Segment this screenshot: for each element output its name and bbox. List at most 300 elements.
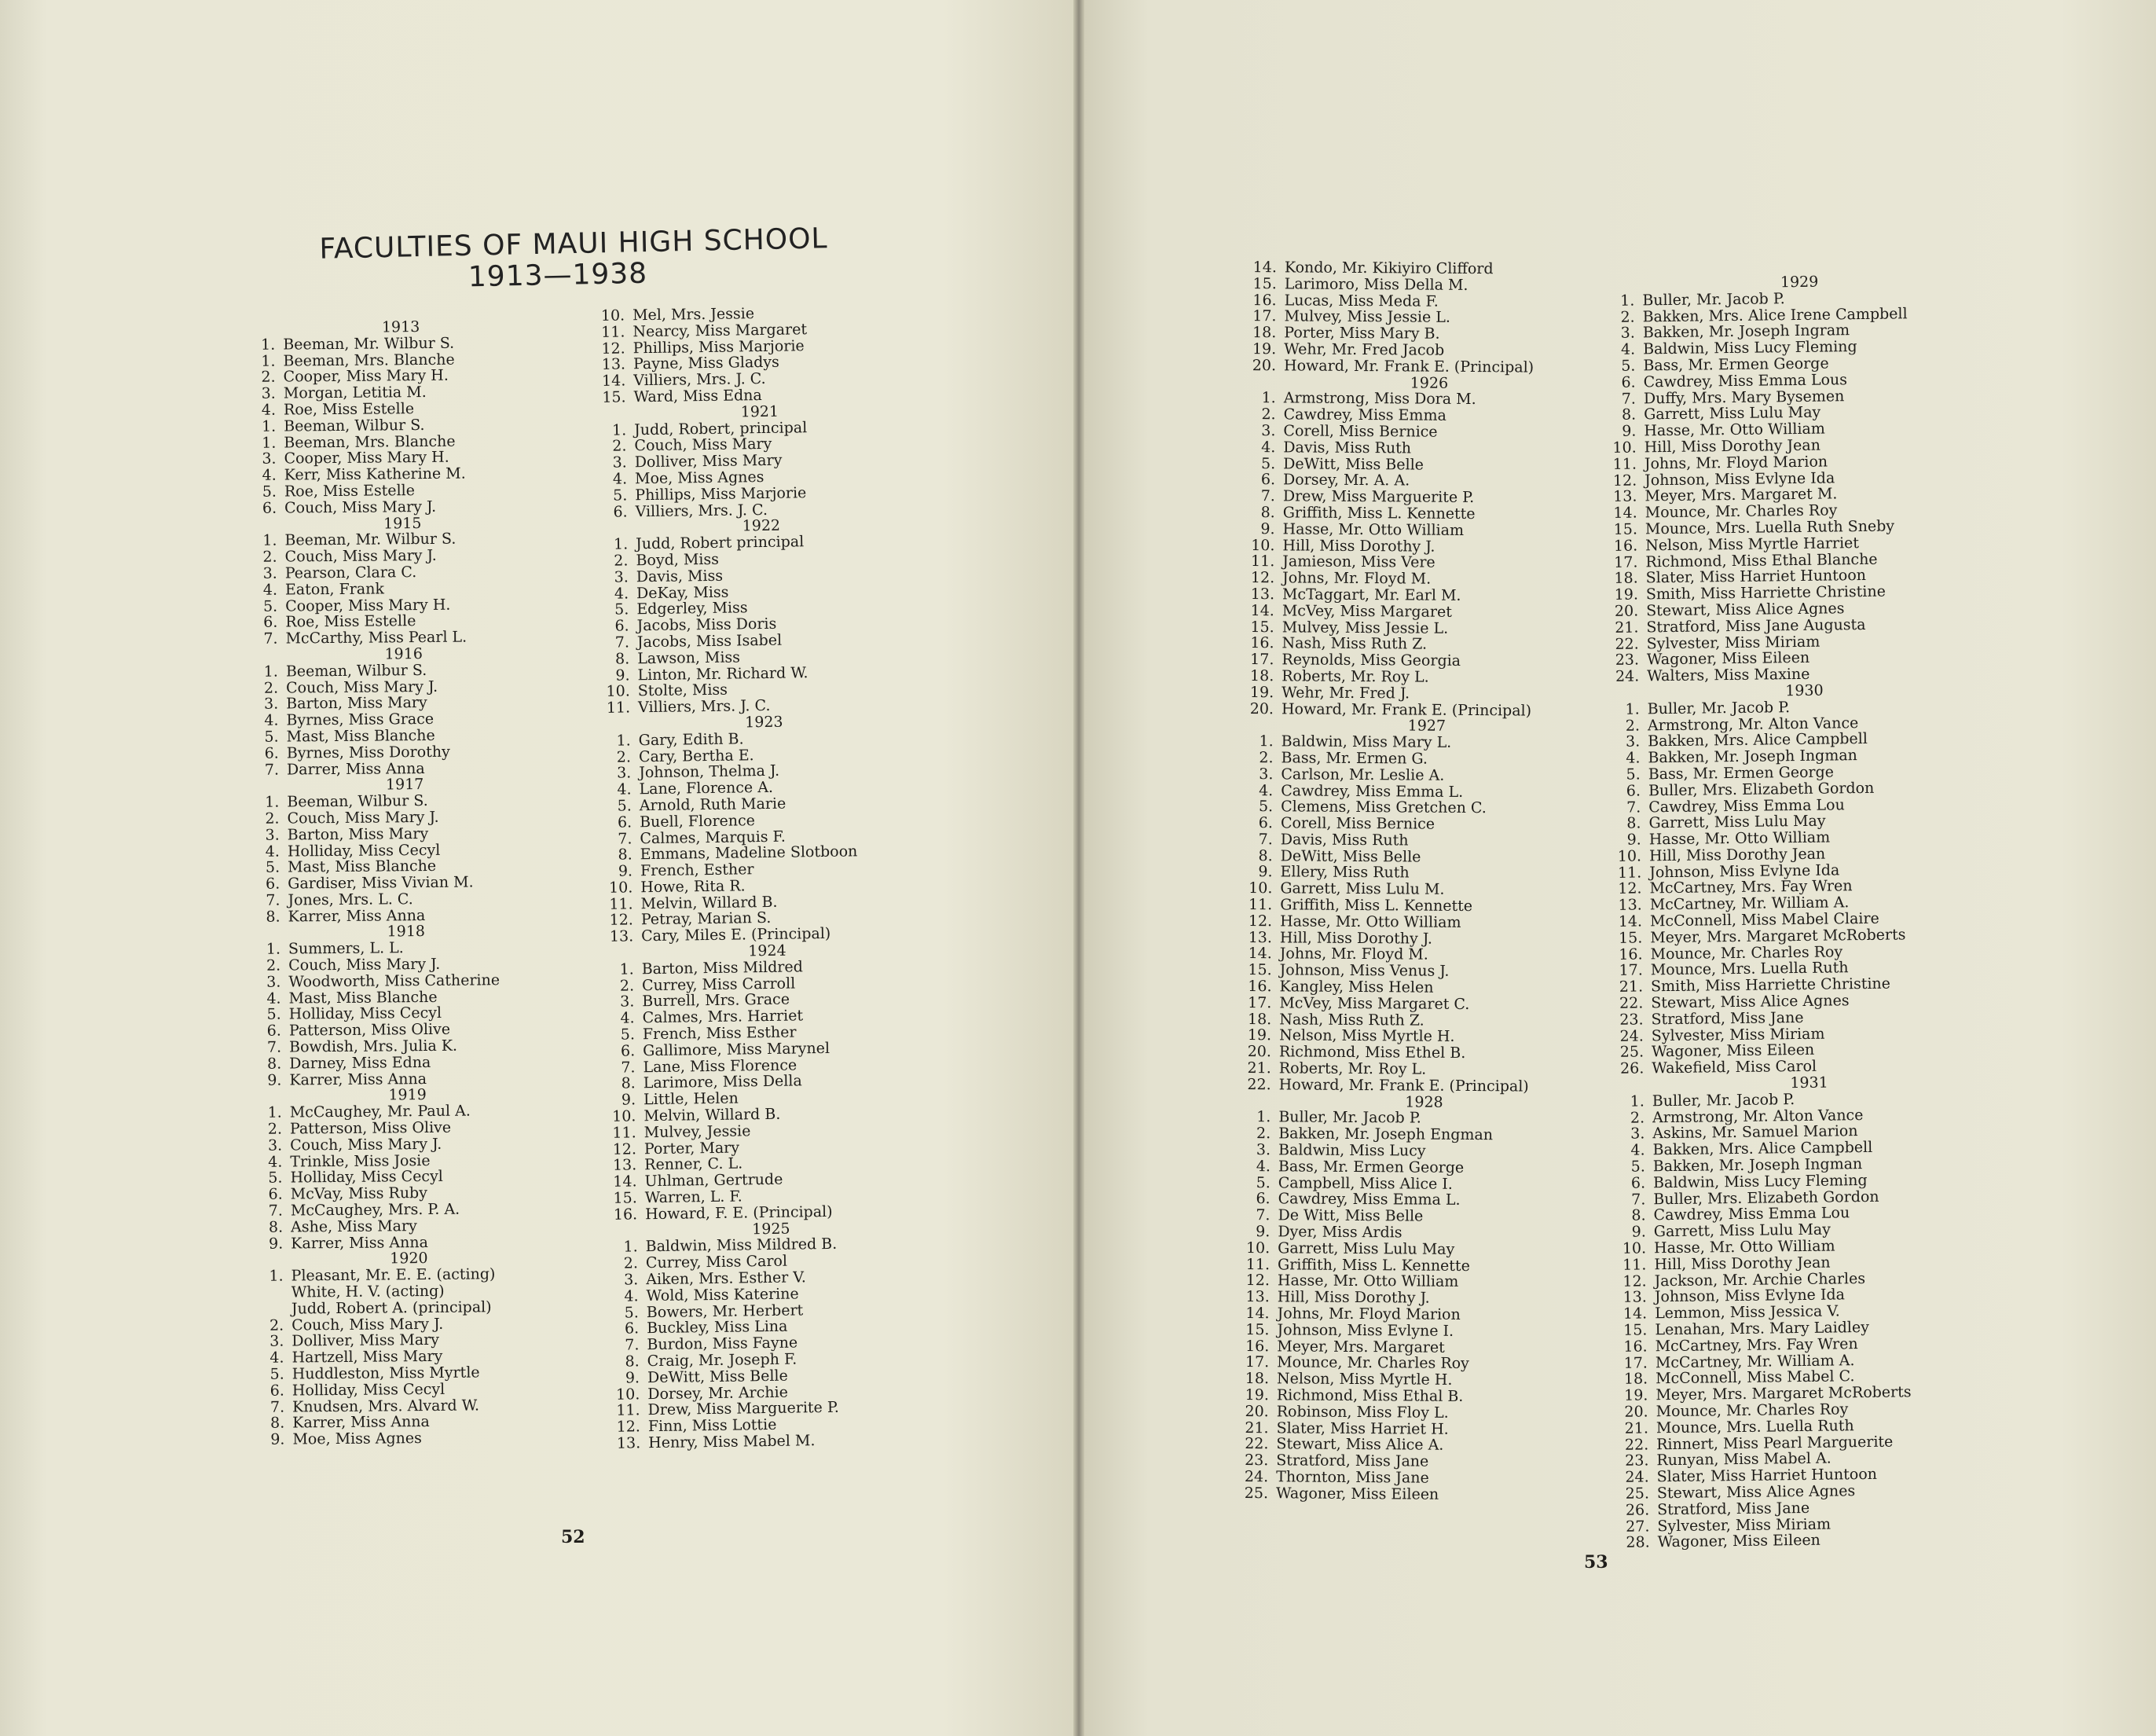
entry-name: Stewart, Miss Alice A. <box>1276 1435 1444 1455</box>
entry-name: Nearcy, Miss Margaret <box>632 321 808 341</box>
entry-number: 5. <box>268 1169 283 1187</box>
entry-name: Patterson, Miss Olive <box>289 1118 452 1138</box>
entry-number: 7. <box>614 633 630 651</box>
entry-name: Craig, Mr. Joseph F. <box>647 1350 798 1371</box>
entry-name: Wold, Miss Katerine <box>646 1285 799 1305</box>
entry-number: 1. <box>619 960 634 978</box>
entry-number: 5. <box>614 600 629 618</box>
entry-name: Mounce, Mr. Charles Roy <box>1656 1400 1849 1421</box>
entry-name: Smith, Miss Harriette Christine <box>1645 582 1886 604</box>
entry-number: 4. <box>612 470 628 488</box>
entry-name: Darney, Miss Edna <box>289 1053 431 1073</box>
entry-name: Mulvey, Jessie <box>644 1122 751 1142</box>
entry-name: Stewart, Miss Alice Agnes <box>1646 600 1845 620</box>
entry-number: 2. <box>616 747 632 766</box>
entry-number: 7. <box>625 1336 640 1354</box>
entry-number: 2. <box>267 1120 283 1138</box>
entry-number: 3. <box>261 384 276 402</box>
entry-number: 14. <box>1613 504 1637 523</box>
entry-number: 11. <box>1251 552 1275 571</box>
entry-number: 18. <box>1245 1370 1270 1388</box>
entry-number: 8. <box>614 650 630 668</box>
entry-number: 13. <box>612 1156 637 1175</box>
entry-name: Bass, Mr. Ermen G. <box>1281 749 1428 768</box>
entry-number: 4. <box>261 401 277 419</box>
entry-number: 3. <box>264 695 279 714</box>
entry-number: 5. <box>265 858 280 877</box>
entry-number: 1. <box>263 662 278 681</box>
entry-number: 5. <box>1260 454 1276 472</box>
entry-number: 21. <box>1247 1059 1271 1077</box>
entry-number: 17. <box>1619 961 1643 980</box>
entry-number: 5. <box>620 1026 636 1044</box>
entry-name: Dorsey, Mr. A. A. <box>1282 471 1410 490</box>
entry-name: McVey, Miss Margaret C. <box>1279 994 1470 1013</box>
entry-number: 1. <box>267 1103 282 1122</box>
entry-name: Villiers, Mrs. J. C. <box>635 501 768 520</box>
entry-number: 6. <box>262 499 277 517</box>
entry-number: 16. <box>613 1206 638 1224</box>
entry-name: Holliday, Miss Cecyl <box>292 1380 446 1400</box>
entry-number: 21. <box>1619 978 1644 996</box>
year-heading: 1927 <box>1407 717 1446 736</box>
entry-number: 11. <box>601 323 625 341</box>
entry-name: Nash, Miss Ruth Z. <box>1282 634 1428 653</box>
entry-name: Ellery, Miss Ruth <box>1280 863 1410 882</box>
entry-name: Corell, Miss Bernice <box>1280 814 1436 833</box>
entry-number: 12. <box>609 911 634 930</box>
entry-name: Stolte, Miss <box>637 681 728 700</box>
entry-number: 3. <box>262 450 277 468</box>
entry-number: 2. <box>1630 1109 1645 1127</box>
entry-name: Dolliver, Miss Mary <box>292 1331 440 1350</box>
entry-number: 8. <box>621 1074 636 1093</box>
entry-number: 13. <box>601 355 626 374</box>
entry-name: Wagoner, Miss Eileen <box>1275 1485 1439 1503</box>
entry-number: 13. <box>1250 585 1275 604</box>
entry-name: Karrer, Miss Anna <box>288 906 426 926</box>
entry-name: Couch, Miss Mary <box>634 435 772 455</box>
entry-name: Garrett, Miss Lulu May <box>1653 1220 1832 1241</box>
entry-name: Couch, Miss Mary J. <box>290 1135 442 1154</box>
entry-name: Couch, Miss Mary J. <box>292 1315 444 1334</box>
entry-name: Jamieson, Miss Vere <box>1282 552 1436 572</box>
faculty-entry <box>253 1430 567 1448</box>
entry-name: Bakken, Mrs. Alice Campbell <box>1652 1139 1873 1159</box>
entry-name: Johns, Mr. Floyd M. <box>1282 569 1432 588</box>
entry-number: 7. <box>270 1398 285 1416</box>
entry-number: 13. <box>1618 896 1642 915</box>
entry-name: Hill, Miss Dorothy J. <box>1279 929 1433 948</box>
faculty-entry <box>249 906 563 925</box>
entry-number: 11. <box>1622 1256 1647 1274</box>
entry-number: 5. <box>262 597 278 615</box>
entry-number: 17. <box>1245 1353 1270 1371</box>
entry-number: 9. <box>1626 831 1641 849</box>
entry-name: Gardiser, Miss Vivian M. <box>288 873 474 893</box>
entry-number: 13. <box>616 1434 641 1452</box>
entry-name: White, H. V. (acting) <box>291 1282 445 1301</box>
entry-number: 2. <box>262 548 277 566</box>
entry-name: Mulvey, Miss Jessie L. <box>1284 307 1451 327</box>
entry-number: 2. <box>261 369 276 387</box>
entry-name: Mounce, Mrs. Luella Ruth Sneby <box>1644 517 1895 538</box>
entry-name: Meyer, Mrs. Margaret McRoberts <box>1656 1383 1912 1404</box>
entry-name: Wehr, Mr. Fred Jacob <box>1284 340 1445 359</box>
entry-number: 18. <box>1252 324 1277 342</box>
entry-number: 6. <box>614 617 629 635</box>
entry-name: Couch, Miss Mary J. <box>285 677 438 697</box>
entry-number: 3. <box>266 973 281 991</box>
entry-number: 1. <box>265 793 280 811</box>
entry-number: 3. <box>612 453 627 472</box>
year-heading: 1921 <box>740 402 779 421</box>
entry-number: 17. <box>1248 993 1272 1012</box>
entry-name: Thornton, Miss Jane <box>1276 1468 1429 1487</box>
entry-number: 9. <box>267 1071 282 1089</box>
entry-name: Griffith, Miss L. Kennette <box>1280 896 1473 916</box>
entry-number: 8. <box>268 1218 284 1236</box>
faculty-entry <box>248 759 562 778</box>
entry-name: Summers, L. L. <box>288 939 404 958</box>
entry-number: 12. <box>601 339 625 358</box>
faculty-column-2 <box>593 303 939 1452</box>
entry-name: Rinnert, Miss Pearl Marguerite <box>1656 1433 1894 1453</box>
entry-name: Beeman, Wilbur S. <box>284 416 425 435</box>
entry-name: Walters, Miss Maxine <box>1647 665 1810 685</box>
entry-number: 11. <box>609 895 633 913</box>
entry-number: 25. <box>1625 1485 1650 1503</box>
entry-number: 2. <box>1620 308 1635 326</box>
entry-name: Stratford, Miss Jane Augusta <box>1646 615 1866 637</box>
entry-number: 6. <box>624 1319 640 1338</box>
entry-name: Moe, Miss Agnes <box>292 1430 422 1448</box>
entry-name: Pearson, Clara C. <box>284 563 417 582</box>
entry-name: Arnold, Ruth Marie <box>639 795 786 815</box>
entry-number: 1. <box>616 732 631 750</box>
entry-number: 15. <box>613 1189 637 1207</box>
entry-number: 6. <box>263 613 278 632</box>
year-heading: 1913 <box>381 318 420 336</box>
entry-name: McVey, Miss Margaret <box>1282 602 1452 621</box>
entry-number: 14. <box>1252 259 1278 277</box>
entry-number: 1. <box>1261 389 1276 407</box>
entry-name: Cawdrey, Miss Emma Lous <box>1643 370 1848 391</box>
entry-number: 12. <box>1618 879 1642 898</box>
entry-name: Melvin, Willard B. <box>640 893 778 912</box>
entry-number: 9. <box>1258 863 1273 881</box>
entry-name: Cawdrey, Miss Emma L. <box>1278 1190 1461 1209</box>
entry-name: Moe, Miss Agnes <box>634 468 764 488</box>
entry-name: Hasse, Mr. Otto William <box>1280 912 1461 931</box>
entry-name: Barton, Miss Mildred <box>641 958 803 978</box>
entry-name: Ward, Miss Edna <box>633 386 762 406</box>
entry-name: Cawdrey, Miss Emma <box>1283 406 1446 424</box>
entry-number: 9. <box>1256 1223 1270 1241</box>
entry-name: Bass, Mr. Ermen George <box>1648 763 1835 784</box>
entry-number: 1. <box>1256 1108 1271 1126</box>
entry-name: Buller, Mrs. Elizabeth Gordon <box>1653 1187 1879 1208</box>
entry-name: Karrer, Miss Anna <box>289 1070 427 1089</box>
entry-name: Meyer, Mrs. Margaret McRoberts <box>1650 926 1906 947</box>
entry-name: Dolliver, Miss Mary <box>634 451 783 472</box>
entry-name: French, Miss Esther <box>642 1023 797 1044</box>
entry-name: Phillips, Miss Marjorie <box>632 336 805 357</box>
entry-number: 4. <box>1630 1141 1645 1159</box>
entry-name: Mulvey, Miss Jessie L. <box>1282 618 1449 637</box>
entry-number: 25. <box>1619 1043 1644 1062</box>
entry-number: 5. <box>262 483 277 501</box>
entry-name: Mounce, Mr. Charles Roy <box>1650 943 1843 963</box>
entry-name: Cawdrey, Miss Emma Lou <box>1648 795 1845 816</box>
entry-number: 17. <box>1623 1354 1648 1372</box>
entry-number: 7. <box>618 829 632 848</box>
entry-name: Jones, Mrs. L. C. <box>288 890 413 909</box>
entry-number: 16. <box>1613 537 1638 555</box>
entry-number: 19. <box>1245 1386 1269 1404</box>
entry-number: 16. <box>1248 978 1272 996</box>
entry-number: 7. <box>1631 1191 1646 1209</box>
entry-name: Beeman, Mr. Wilbur S. <box>283 334 455 354</box>
entry-name: Beeman, Wilbur S. <box>287 792 428 811</box>
entry-number: 3. <box>1259 765 1274 783</box>
entry-number: 12. <box>612 1140 637 1158</box>
entry-name: Hasse, Mr. Otto William <box>1648 828 1831 849</box>
entry-number: 14. <box>1622 1305 1648 1323</box>
entry-number: 4. <box>1259 781 1274 799</box>
entry-name: Lenahan, Mrs. Mary Laidley <box>1655 1318 1870 1339</box>
entry-number: 6. <box>264 744 279 762</box>
entry-name: Gallimore, Miss Marynel <box>643 1039 830 1060</box>
entry-number: 6. <box>1258 814 1274 832</box>
entry-name: Richmond, Miss Ethel B. <box>1278 1043 1466 1063</box>
entry-number: 7. <box>1626 798 1641 817</box>
entry-name: Darrer, Miss Anna <box>286 759 425 779</box>
entry-number: 10. <box>608 879 633 897</box>
entry-name: Campbell, Miss Alice I. <box>1278 1173 1453 1193</box>
entry-number: 4. <box>266 989 281 1007</box>
entry-number: 6. <box>1626 782 1641 800</box>
entry-number: 22. <box>1247 1075 1271 1094</box>
entry-number: 17. <box>1252 307 1277 325</box>
entry-number: 10. <box>1617 847 1642 865</box>
entry-number: 3. <box>1256 1141 1271 1159</box>
entry-number: 5. <box>624 1303 640 1322</box>
entry-name: Clemens, Miss Gretchen C. <box>1281 798 1487 817</box>
entry-number: 13. <box>1613 487 1637 506</box>
entry-name: Roberts, Mr. Roy L. <box>1282 667 1429 686</box>
entry-number: 25. <box>1244 1484 1269 1503</box>
entry-name: Askins, Mr. Samuel Marion <box>1652 1122 1858 1143</box>
entry-name: Roe, Miss Estelle <box>285 612 416 631</box>
entry-name: Davis, Miss Ruth <box>1280 831 1409 850</box>
entry-name: Hill, Miss Dorothy Jean <box>1654 1253 1831 1274</box>
entry-name: Karrer, Miss Anna <box>292 1413 430 1432</box>
entry-name: Ashe, Miss Mary <box>290 1217 417 1236</box>
entry-name: Kondo, Mr. Kikiyiro Clifford <box>1284 259 1494 278</box>
entry-name: Armstrong, Mr. Alton Vance <box>1652 1106 1864 1126</box>
entry-name: Cary, Miles E. (Principal) <box>641 925 831 945</box>
entry-name: Drew, Miss Marguerite P. <box>1282 487 1475 507</box>
entry-number: 1. <box>266 940 281 959</box>
entry-number: 10. <box>615 1385 640 1404</box>
entry-number: 9. <box>269 1235 284 1253</box>
entry-number: 4. <box>262 466 277 484</box>
entry-name: Beeman, Mrs. Blanche <box>284 432 456 452</box>
faculty-entry <box>1237 1485 1606 1504</box>
entry-name: Richmond, Miss Ethal B. <box>1276 1386 1464 1405</box>
entry-number: 22. <box>1624 1435 1649 1454</box>
entry-name: Holliday, Miss Cecyl <box>288 1004 442 1023</box>
entry-number: 2. <box>619 977 635 995</box>
page-number-right: 53 <box>1584 1552 1608 1573</box>
entry-name: Nelson, Miss Myrtle Harriet <box>1645 534 1860 555</box>
year-heading: 1925 <box>752 1220 790 1238</box>
entry-name: McConnell, Miss Mabel Claire <box>1649 909 1879 930</box>
entry-name: Howard, Mr. Frank E. (Principal) <box>1281 699 1532 720</box>
entry-name: Lane, Florence A. <box>639 778 774 798</box>
book-gutter <box>1073 0 1084 1736</box>
entry-name: Holliday, Miss Cecyl <box>287 841 441 861</box>
entry-name: Garrett, Miss Lulu May <box>1648 812 1826 832</box>
entry-number: 9. <box>1631 1223 1646 1241</box>
entry-name: Stewart, Miss Alice Agnes <box>1651 992 1850 1012</box>
entry-name: Calmes, Mrs. Harriet <box>642 1007 804 1027</box>
entry-number: 12. <box>616 1418 641 1436</box>
entry-number: 6. <box>1630 1174 1646 1192</box>
entry-name: Mel, Mrs. Jessie <box>632 305 755 325</box>
entry-number: 10. <box>1245 1239 1270 1257</box>
entry-name: Bakken, Mrs. Alice Campbell <box>1648 730 1868 751</box>
entry-number: 18. <box>1623 1370 1648 1389</box>
entry-number: 19. <box>1247 1026 1272 1044</box>
entry-number: 11. <box>1612 455 1637 473</box>
entry-number: 12. <box>1245 1272 1270 1290</box>
entry-name: Carlson, Mr. Leslie A. <box>1281 765 1445 784</box>
entry-number: 5. <box>270 1365 284 1383</box>
entry-number: 5. <box>264 728 279 746</box>
entry-name: Bowdish, Mrs. Julia K. <box>288 1037 458 1056</box>
entry-name: Nelson, Miss Myrtle H. <box>1279 1026 1455 1046</box>
entry-name: Henry, Miss Mabel M. <box>648 1432 816 1452</box>
entry-number: 23. <box>1615 651 1640 670</box>
entry-name: Morgan, Letitia M. <box>283 384 427 402</box>
entry-number: 7. <box>1256 1206 1270 1224</box>
entry-number: 4. <box>1626 749 1641 767</box>
entry-name: Cawdrey, Miss Emma L. <box>1281 781 1464 801</box>
entry-number: 26. <box>1625 1501 1650 1519</box>
entry-name: Porter, Miss Mary B. <box>1284 324 1440 343</box>
entry-number: 4. <box>620 1009 635 1027</box>
entry-number: 8. <box>1631 1206 1646 1225</box>
entry-number: 24. <box>1619 1027 1644 1045</box>
entry-number: 15. <box>1245 1320 1270 1339</box>
entry-number: 5. <box>1256 1173 1270 1191</box>
entry-name: Reynolds, Miss Georgia <box>1282 651 1461 670</box>
entry-number: 16. <box>1252 291 1277 309</box>
entry-name: Uhlman, Gertrude <box>644 1170 783 1191</box>
entry-number: 16. <box>1619 945 1643 963</box>
entry-name: Cawdrey, Miss Emma Lou <box>1653 1204 1850 1224</box>
entry-number: 12. <box>1622 1272 1647 1290</box>
entry-number: 14. <box>601 372 626 391</box>
entry-name: Couch, Miss Mary J. <box>284 497 437 517</box>
entry-number: 3. <box>1261 422 1276 440</box>
entry-name: Buckley, Miss Lina <box>646 1318 788 1338</box>
entry-number: 17. <box>1614 553 1638 571</box>
entry-number: 14. <box>1245 1305 1270 1323</box>
entry-number: 13. <box>609 927 634 946</box>
entry-name: Hasse, Mr. Otto William <box>1282 520 1465 539</box>
entry-name: Bakken, Mr. Joseph Ingman <box>1648 747 1857 767</box>
entry-number: 3. <box>1625 732 1641 751</box>
entry-number: 3. <box>1630 1125 1645 1143</box>
entry-number: 3. <box>616 764 632 782</box>
entry-number: 14. <box>1248 945 1272 963</box>
entry-name: Stewart, Miss Alice Agnes <box>1656 1482 1856 1503</box>
faculty-column-1 <box>244 318 568 1448</box>
entry-name: Beeman, Mrs. Blanche <box>283 351 455 370</box>
entry-name: Bass, Mr. Ermen George <box>1278 1158 1465 1176</box>
entry-number: 6. <box>270 1382 284 1400</box>
entry-name: Holliday, Miss Cecyl <box>290 1168 443 1187</box>
entry-number: 18. <box>1247 1010 1272 1028</box>
entry-number: 4. <box>624 1287 639 1305</box>
entry-name: De Witt, Miss Belle <box>1278 1206 1424 1225</box>
entry-number: 6. <box>1256 1190 1270 1208</box>
entry-number: 1. <box>261 352 276 370</box>
entry-name: Johnson, Thelma J. <box>639 762 780 782</box>
entry-number: 14. <box>1250 601 1274 620</box>
entry-name: Bowers, Mr. Herbert <box>646 1301 804 1321</box>
entry-name: Larimore, Miss Della <box>643 1072 802 1092</box>
year-heading: 1924 <box>748 941 786 960</box>
page-number-left: 52 <box>561 1527 585 1547</box>
entry-number: 23. <box>1619 1011 1644 1029</box>
year-heading: 1920 <box>390 1250 428 1268</box>
entry-number: 1. <box>1630 1092 1644 1110</box>
entry-number: 11. <box>616 1401 640 1420</box>
entry-number: 9. <box>1260 519 1275 538</box>
entry-number: 1. <box>1259 732 1274 751</box>
entry-number: 23. <box>1625 1452 1649 1470</box>
entry-number: 20. <box>1614 602 1639 620</box>
entry-number: 15. <box>1618 929 1643 947</box>
entry-name: Bass, Mr. Ermen George <box>1643 354 1829 375</box>
entry-number: 10. <box>606 682 630 701</box>
entry-number: 8. <box>270 1414 285 1433</box>
entry-name: Slater, Miss Harriet Huntoon <box>1656 1466 1878 1486</box>
entry-name: Wagoner, Miss Eileen <box>1657 1532 1820 1551</box>
entry-number: 16. <box>1250 634 1274 652</box>
entry-name: Payne, Miss Gladys <box>632 354 780 373</box>
year-heading: 1928 <box>1405 1093 1443 1111</box>
entry-number: 10. <box>1612 439 1637 457</box>
entry-name: Judd, Robert principal <box>636 533 805 553</box>
entry-number: 3. <box>262 564 277 582</box>
entry-number: 6. <box>266 1022 281 1040</box>
entry-name: Garrett, Miss Lulu May <box>1644 404 1821 424</box>
entry-name: Garrett, Miss Lulu May <box>1278 1239 1455 1258</box>
entry-number: 2. <box>1259 749 1274 767</box>
entry-name: Melvin, Willard B. <box>644 1105 781 1125</box>
entry-name: Woodworth, Miss Catherine <box>288 971 500 991</box>
entry-number: 8. <box>1260 504 1275 522</box>
entry-number: 3. <box>623 1271 639 1289</box>
entry-number: 15. <box>602 388 626 406</box>
entry-number: 22. <box>1615 635 1639 653</box>
entry-number: 23. <box>1245 1452 1269 1470</box>
